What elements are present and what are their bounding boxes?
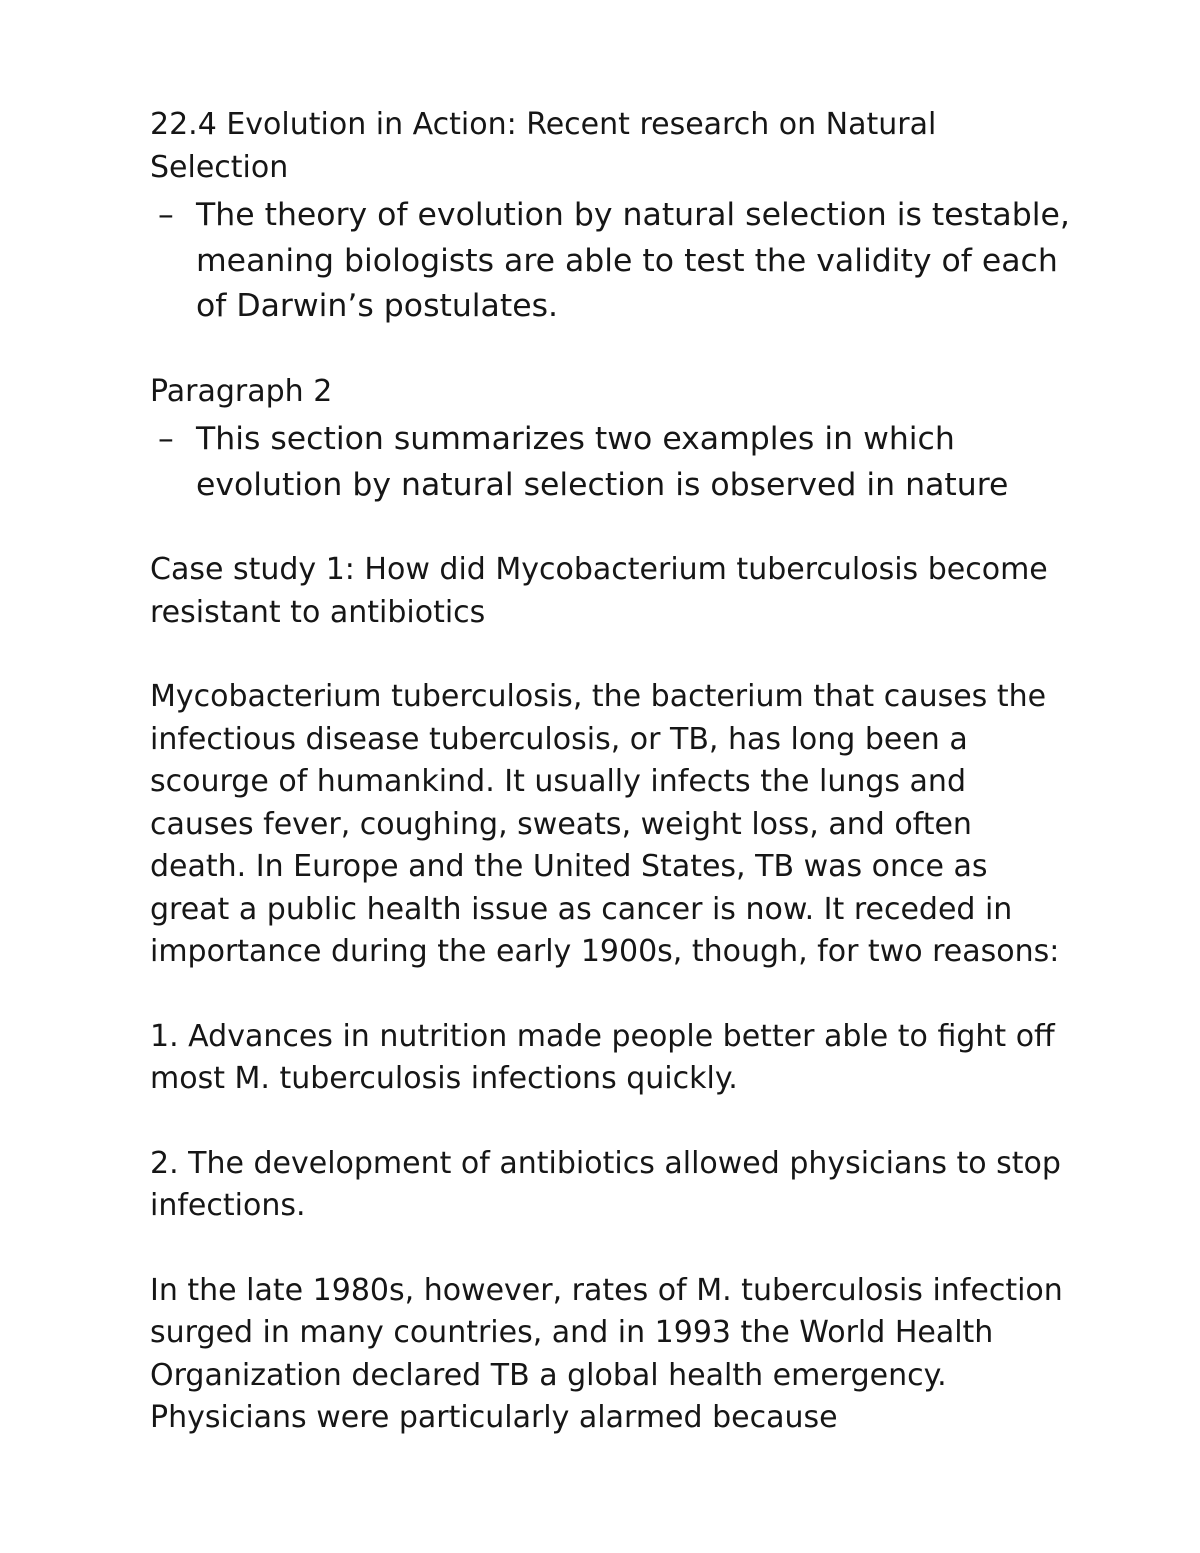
dash-marker: –	[158, 421, 174, 457]
section-heading: 22.4 Evolution in Action: Recent research on Natural Selection	[150, 107, 937, 185]
numbered-item: 2. The development of antibiotics allowed physicians to stop infections.	[150, 1145, 1061, 1223]
numbered-item: 1. Advances in nutrition made people better able to fight off most M. tuberculosis infections quickly.	[150, 1018, 1055, 1096]
dash-marker: –	[158, 197, 174, 233]
subsection-heading: Paragraph 2	[150, 373, 333, 409]
bullet-text: The theory of evolution by natural selection is testable, meaning biologists are able to test the validity of each of Darwin’s postulates.	[196, 197, 1070, 324]
case-study-title: Case study 1: How did Mycobacterium tuberculosis become resistant to antibiotics	[150, 552, 1048, 630]
document-page	[150, 104, 1070, 1440]
bullet-item	[150, 193, 1070, 330]
body-paragraph: Mycobacterium tuberculosis, the bacterium that causes the infectious disease tuberculosis, or TB, has long been a scourge of humankind. It usually infects the lungs and causes fever, coughing, sweats, weight loss, and often death. In Europe and the United States, TB was once as great a public health issue as cancer is now. It receded in importance during the early 1900s, though, for two reasons:	[150, 679, 1060, 969]
bullet-item	[150, 417, 1070, 508]
bullet-text: This section summarizes two examples in which evolution by natural selection is observed in nature	[196, 421, 1009, 503]
body-paragraph: In the late 1980s, however, rates of M. tuberculosis infection surged in many countries, and in 1993 the World Health Organization declared TB a global health emergency. Physicians were particularly alarmed because	[150, 1272, 1063, 1435]
